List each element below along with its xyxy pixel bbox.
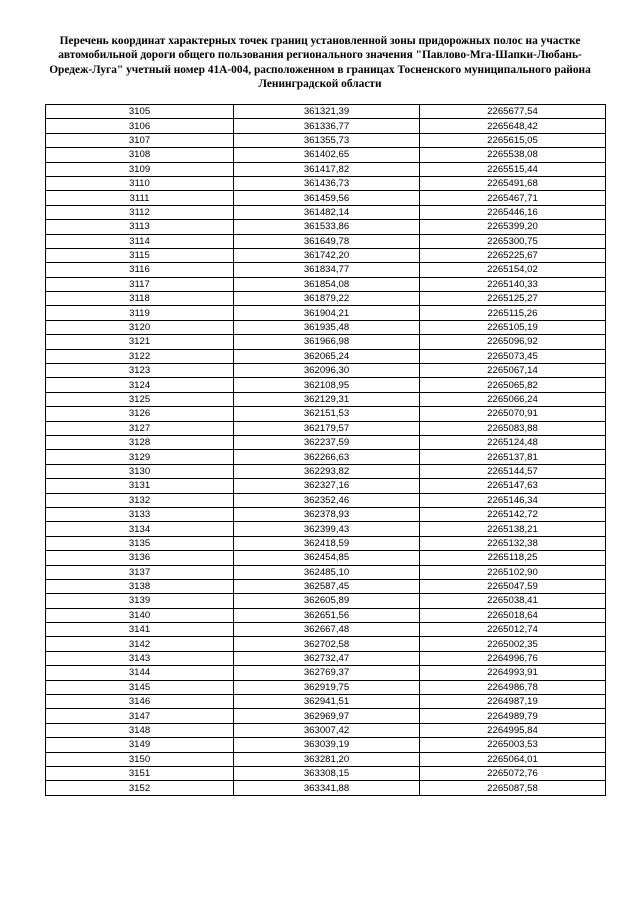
y-coordinate-cell: 2265064,01 <box>420 752 606 766</box>
point-number-cell: 3110 <box>46 176 234 190</box>
y-coordinate-cell: 2264995,84 <box>420 723 606 737</box>
table-row <box>46 162 606 176</box>
table-row <box>46 479 606 493</box>
y-coordinate-cell: 2265648,42 <box>420 119 606 133</box>
point-number-cell: 3117 <box>46 277 234 291</box>
x-coordinate-cell: 362732,47 <box>234 651 420 665</box>
table-row <box>46 623 606 637</box>
table-row <box>46 680 606 694</box>
point-number-cell: 3143 <box>46 651 234 665</box>
y-coordinate-cell: 2265072,76 <box>420 766 606 780</box>
x-coordinate-cell: 361854,08 <box>234 277 420 291</box>
y-coordinate-cell: 2265137,81 <box>420 450 606 464</box>
x-coordinate-cell: 362485,10 <box>234 565 420 579</box>
x-coordinate-cell: 362352,46 <box>234 493 420 507</box>
table-row <box>46 349 606 363</box>
y-coordinate-cell: 2265096,92 <box>420 335 606 349</box>
point-number-cell: 3106 <box>46 119 234 133</box>
y-coordinate-cell: 2264987,19 <box>420 695 606 709</box>
y-coordinate-cell: 2265125,27 <box>420 292 606 306</box>
x-coordinate-cell: 361459,56 <box>234 191 420 205</box>
x-coordinate-cell: 362399,43 <box>234 522 420 536</box>
x-coordinate-cell: 363341,88 <box>234 781 420 795</box>
x-coordinate-cell: 362651,56 <box>234 608 420 622</box>
table-row <box>46 666 606 680</box>
y-coordinate-cell: 2265132,38 <box>420 536 606 550</box>
table-row <box>46 551 606 565</box>
x-coordinate-cell: 361402,65 <box>234 148 420 162</box>
table-row <box>46 234 606 248</box>
x-coordinate-cell: 362769,37 <box>234 666 420 680</box>
table-row <box>46 277 606 291</box>
y-coordinate-cell: 2265087,58 <box>420 781 606 795</box>
x-coordinate-cell: 361482,14 <box>234 205 420 219</box>
x-coordinate-cell: 361904,21 <box>234 306 420 320</box>
x-coordinate-cell: 361966,98 <box>234 335 420 349</box>
y-coordinate-cell: 2265002,35 <box>420 637 606 651</box>
x-coordinate-cell: 363039,19 <box>234 738 420 752</box>
x-coordinate-cell: 362327,16 <box>234 479 420 493</box>
table-row <box>46 565 606 579</box>
table-row <box>46 493 606 507</box>
point-number-cell: 3126 <box>46 407 234 421</box>
table-row <box>46 133 606 147</box>
table-row <box>46 105 606 119</box>
y-coordinate-cell: 2265140,33 <box>420 277 606 291</box>
x-coordinate-cell: 362941,51 <box>234 695 420 709</box>
y-coordinate-cell: 2265038,41 <box>420 594 606 608</box>
table-row <box>46 421 606 435</box>
point-number-cell: 3118 <box>46 292 234 306</box>
point-number-cell: 3133 <box>46 507 234 521</box>
table-row <box>46 148 606 162</box>
table-row <box>46 752 606 766</box>
y-coordinate-cell: 2265225,67 <box>420 248 606 262</box>
point-number-cell: 3116 <box>46 263 234 277</box>
x-coordinate-cell: 362293,82 <box>234 464 420 478</box>
y-coordinate-cell: 2265118,25 <box>420 551 606 565</box>
y-coordinate-cell: 2265066,24 <box>420 392 606 406</box>
y-coordinate-cell: 2265012,74 <box>420 623 606 637</box>
y-coordinate-cell: 2264996,76 <box>420 651 606 665</box>
y-coordinate-cell: 2265467,71 <box>420 191 606 205</box>
x-coordinate-cell: 361355,73 <box>234 133 420 147</box>
table-row <box>46 695 606 709</box>
x-coordinate-cell: 363281,20 <box>234 752 420 766</box>
x-coordinate-cell: 362151,53 <box>234 407 420 421</box>
y-coordinate-cell: 2265003,53 <box>420 738 606 752</box>
y-coordinate-cell: 2265491,68 <box>420 176 606 190</box>
x-coordinate-cell: 361417,82 <box>234 162 420 176</box>
x-coordinate-cell: 362129,31 <box>234 392 420 406</box>
table-row <box>46 306 606 320</box>
point-number-cell: 3146 <box>46 695 234 709</box>
point-number-cell: 3145 <box>46 680 234 694</box>
x-coordinate-cell: 361935,48 <box>234 320 420 334</box>
point-number-cell: 3124 <box>46 378 234 392</box>
x-coordinate-cell: 362418,59 <box>234 536 420 550</box>
point-number-cell: 3130 <box>46 464 234 478</box>
point-number-cell: 3137 <box>46 565 234 579</box>
point-number-cell: 3136 <box>46 551 234 565</box>
x-coordinate-cell: 361742,20 <box>234 248 420 262</box>
y-coordinate-cell: 2265144,57 <box>420 464 606 478</box>
table-row <box>46 738 606 752</box>
y-coordinate-cell: 2265146,34 <box>420 493 606 507</box>
point-number-cell: 3139 <box>46 594 234 608</box>
page-title: Перечень координат характерных точек границ установленной зоны придорожных полос на участке автомобильной дороги общего пользования регионального значения "Павлово-Мга-Шапки-Любань-Оредеж-Луга" учетный номер 41А-004, расположенном в границах Тосненского муниципального района Ленинградской области <box>49 35 591 91</box>
point-number-cell: 3151 <box>46 766 234 780</box>
table-row <box>46 522 606 536</box>
y-coordinate-cell: 2265102,90 <box>420 565 606 579</box>
point-number-cell: 3112 <box>46 205 234 219</box>
point-number-cell: 3108 <box>46 148 234 162</box>
y-coordinate-cell: 2265070,91 <box>420 407 606 421</box>
point-number-cell: 3148 <box>46 723 234 737</box>
x-coordinate-cell: 362378,93 <box>234 507 420 521</box>
x-coordinate-cell: 361321,39 <box>234 105 420 119</box>
point-number-cell: 3129 <box>46 450 234 464</box>
y-coordinate-cell: 2265138,21 <box>420 522 606 536</box>
point-number-cell: 3140 <box>46 608 234 622</box>
table-row <box>46 651 606 665</box>
point-number-cell: 3149 <box>46 738 234 752</box>
point-number-cell: 3134 <box>46 522 234 536</box>
table-row <box>46 205 606 219</box>
point-number-cell: 3131 <box>46 479 234 493</box>
point-number-cell: 3105 <box>46 105 234 119</box>
table-row <box>46 248 606 262</box>
point-number-cell: 3123 <box>46 364 234 378</box>
table-row <box>46 637 606 651</box>
y-coordinate-cell: 2265105,19 <box>420 320 606 334</box>
table-row <box>46 507 606 521</box>
point-number-cell: 3119 <box>46 306 234 320</box>
point-number-cell: 3142 <box>46 637 234 651</box>
x-coordinate-cell: 362096,30 <box>234 364 420 378</box>
coordinates-table <box>45 104 606 796</box>
table-row <box>46 579 606 593</box>
table-row <box>46 723 606 737</box>
y-coordinate-cell: 2265124,48 <box>420 435 606 449</box>
y-coordinate-cell: 2265399,20 <box>420 220 606 234</box>
y-coordinate-cell: 2264993,91 <box>420 666 606 680</box>
y-coordinate-cell: 2264986,78 <box>420 680 606 694</box>
table-row <box>46 594 606 608</box>
point-number-cell: 3141 <box>46 623 234 637</box>
table-row <box>46 435 606 449</box>
point-number-cell: 3122 <box>46 349 234 363</box>
x-coordinate-cell: 362108,95 <box>234 378 420 392</box>
point-number-cell: 3109 <box>46 162 234 176</box>
y-coordinate-cell: 2265538,08 <box>420 148 606 162</box>
table-row <box>46 407 606 421</box>
table-row <box>46 263 606 277</box>
y-coordinate-cell: 2265115,26 <box>420 306 606 320</box>
y-coordinate-cell: 2265018,64 <box>420 608 606 622</box>
x-coordinate-cell: 362667,48 <box>234 623 420 637</box>
x-coordinate-cell: 361649,78 <box>234 234 420 248</box>
point-number-cell: 3121 <box>46 335 234 349</box>
point-number-cell: 3115 <box>46 248 234 262</box>
x-coordinate-cell: 362919,75 <box>234 680 420 694</box>
point-number-cell: 3127 <box>46 421 234 435</box>
point-number-cell: 3113 <box>46 220 234 234</box>
table-row <box>46 191 606 205</box>
point-number-cell: 3114 <box>46 234 234 248</box>
table-row <box>46 292 606 306</box>
table-row <box>46 176 606 190</box>
coordinates-table-body <box>46 105 606 796</box>
x-coordinate-cell: 361533,86 <box>234 220 420 234</box>
x-coordinate-cell: 362065,24 <box>234 349 420 363</box>
y-coordinate-cell: 2265065,82 <box>420 378 606 392</box>
y-coordinate-cell: 2265067,14 <box>420 364 606 378</box>
y-coordinate-cell: 2265142,72 <box>420 507 606 521</box>
table-row <box>46 781 606 795</box>
point-number-cell: 3138 <box>46 579 234 593</box>
y-coordinate-cell: 2265515,44 <box>420 162 606 176</box>
point-number-cell: 3144 <box>46 666 234 680</box>
y-coordinate-cell: 2265073,45 <box>420 349 606 363</box>
y-coordinate-cell: 2265677,54 <box>420 105 606 119</box>
point-number-cell: 3132 <box>46 493 234 507</box>
point-number-cell: 3128 <box>46 435 234 449</box>
point-number-cell: 3107 <box>46 133 234 147</box>
x-coordinate-cell: 362266,63 <box>234 450 420 464</box>
y-coordinate-cell: 2265446,16 <box>420 205 606 219</box>
y-coordinate-cell: 2265147,63 <box>420 479 606 493</box>
table-row <box>46 608 606 622</box>
table-row <box>46 766 606 780</box>
x-coordinate-cell: 361834,77 <box>234 263 420 277</box>
table-row <box>46 450 606 464</box>
y-coordinate-cell: 2265083,88 <box>420 421 606 435</box>
y-coordinate-cell: 2265047,59 <box>420 579 606 593</box>
table-row <box>46 536 606 550</box>
x-coordinate-cell: 362702,58 <box>234 637 420 651</box>
point-number-cell: 3147 <box>46 709 234 723</box>
table-row <box>46 119 606 133</box>
y-coordinate-cell: 2264989,79 <box>420 709 606 723</box>
point-number-cell: 3120 <box>46 320 234 334</box>
y-coordinate-cell: 2265154,02 <box>420 263 606 277</box>
x-coordinate-cell: 362587,45 <box>234 579 420 593</box>
y-coordinate-cell: 2265300,75 <box>420 234 606 248</box>
y-coordinate-cell: 2265615,05 <box>420 133 606 147</box>
point-number-cell: 3152 <box>46 781 234 795</box>
point-number-cell: 3135 <box>46 536 234 550</box>
x-coordinate-cell: 363308,15 <box>234 766 420 780</box>
table-row <box>46 364 606 378</box>
point-number-cell: 3111 <box>46 191 234 205</box>
x-coordinate-cell: 363007,42 <box>234 723 420 737</box>
x-coordinate-cell: 362969,97 <box>234 709 420 723</box>
table-row <box>46 709 606 723</box>
x-coordinate-cell: 362605,89 <box>234 594 420 608</box>
table-row <box>46 392 606 406</box>
x-coordinate-cell: 362237,59 <box>234 435 420 449</box>
table-row <box>46 378 606 392</box>
table-row <box>46 220 606 234</box>
table-row <box>46 320 606 334</box>
table-row <box>46 335 606 349</box>
x-coordinate-cell: 361436,73 <box>234 176 420 190</box>
point-number-cell: 3150 <box>46 752 234 766</box>
table-row <box>46 464 606 478</box>
x-coordinate-cell: 362454,85 <box>234 551 420 565</box>
point-number-cell: 3125 <box>46 392 234 406</box>
x-coordinate-cell: 362179,57 <box>234 421 420 435</box>
x-coordinate-cell: 361879,22 <box>234 292 420 306</box>
x-coordinate-cell: 361336,77 <box>234 119 420 133</box>
